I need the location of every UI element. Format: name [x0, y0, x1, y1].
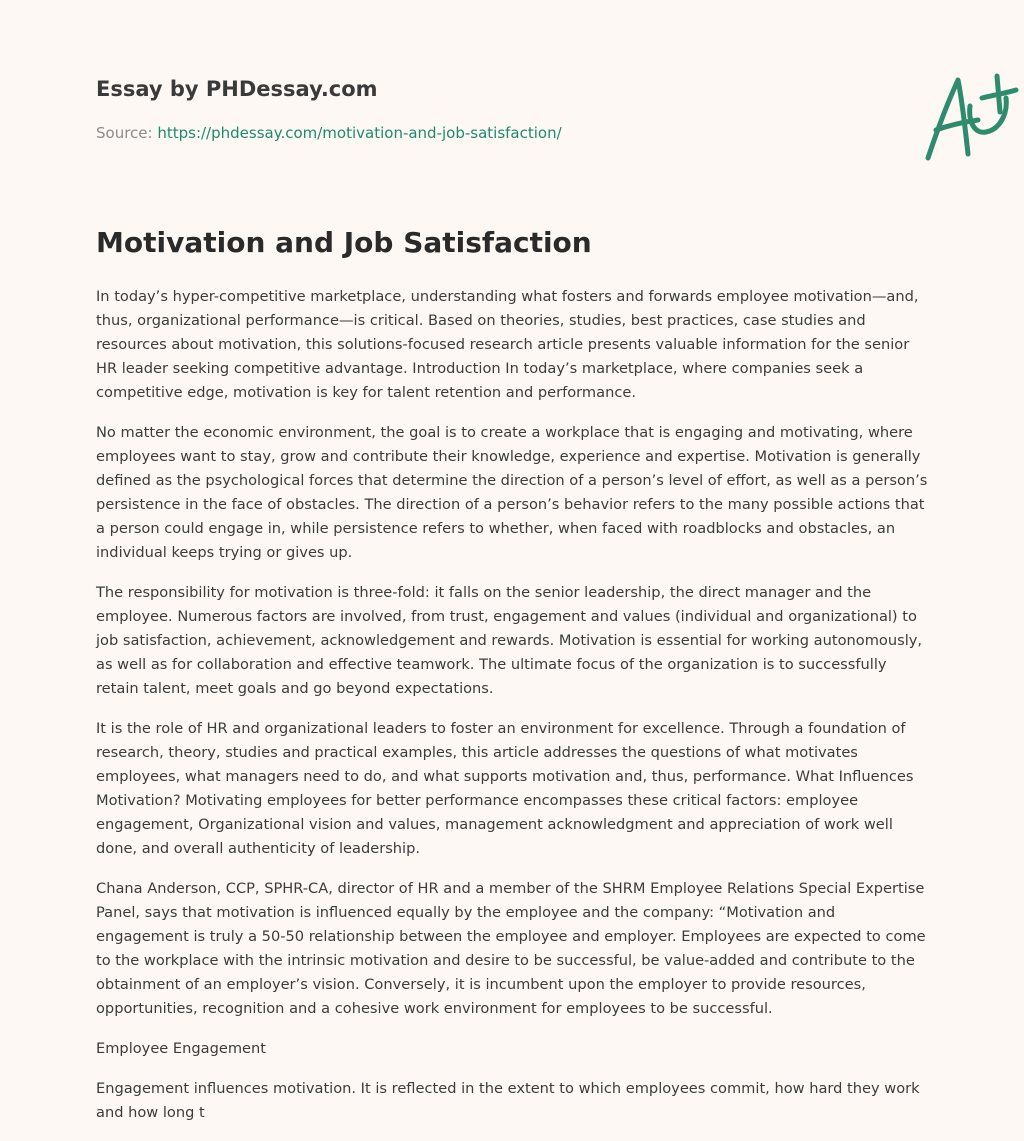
- article-title: Motivation and Job Satisfaction: [96, 226, 592, 259]
- article-body: [96, 285, 928, 1141]
- a-plus-logo-icon: [918, 68, 1022, 164]
- source-label: Source:: [96, 124, 158, 142]
- paragraph: The responsibility for motivation is three-fold: it falls on the senior leadership, the direct manager and the employee. Numerous factors are involved, from trust, engagement and values (individual and organizational) to job satisfaction, achievement, acknowledgement and rewards. Motivation is essential for working autonomously, as well as for collaboration and effective teamwork. The ultimate focus of the organization is to successfully retain talent, meet goals and go beyond expectations.: [96, 584, 923, 697]
- paragraph: It is the role of HR and organizational leaders to foster an environment for excellence. Through a foundation of research, theory, studies and practical examples, this article addresses the questions of what motivates employees, what managers need to do, and what supports motivation and, thus, performance. What Influences Motivation? Motivating employees for better performance encompasses these critical factors: employee engagement, Organizational vision and values, management acknowledgment and appreciation of work well done, and overall authenticity of leadership.: [96, 720, 914, 857]
- site-brand: Essay by PHDessay.com: [96, 77, 378, 101]
- source-link[interactable]: https://phdessay.com/motivation-and-job-satisfaction/: [157, 124, 562, 142]
- paragraph: In today’s hyper-competitive marketplace, understanding what fosters and forwards employee motivation—and, thus, organizational performance—is critical. Based on theories, studies, best practices, case studies and resources about motivation, this solutions-focused research article presents valuable information for the senior HR leader seeking competitive advantage. Introduction In today’s marketplace, where companies seek a competitive edge, motivation is key for talent retention and performance.: [96, 288, 919, 401]
- paragraph: No matter the economic environment, the goal is to create a workplace that is engaging and motivating, where employees want to stay, grow and contribute their knowledge, experience and expertise. Motivation is generally defined as the psychological forces that determine the direction of a person’s level of effort, as well as a person’s persistence in the face of obstacles. The direction of a person’s behavior refers to the many possible actions that a person could engage in, while persistence refers to whether, when faced with roadblocks and obstacles, an individual keeps trying or gives up.: [96, 424, 928, 561]
- paragraph: Engagement influences motivation. It is reflected in the extent to which employees commit, how hard they work and how long t: [96, 1080, 920, 1121]
- source-line: [96, 124, 562, 142]
- section-heading: Employee Engagement: [96, 1040, 267, 1057]
- paragraph: Chana Anderson, CCP, SPHR-CA, director of HR and a member of the SHRM Employee Relations Special Expertise Panel, says that motivation is influenced equally by the employee and the company: “Motivation and engagement is truly a 50-50 relationship between the employee and employer. Employees are expected to come to the workplace with the intrinsic motivation and desire to be successful, be value-added and contribute to the obtainment of an employer’s vision. Conversely, it is incumbent upon the employer to provide resources, opportunities, recognition and a cohesive work environment for employees to be successful.: [96, 880, 926, 1017]
